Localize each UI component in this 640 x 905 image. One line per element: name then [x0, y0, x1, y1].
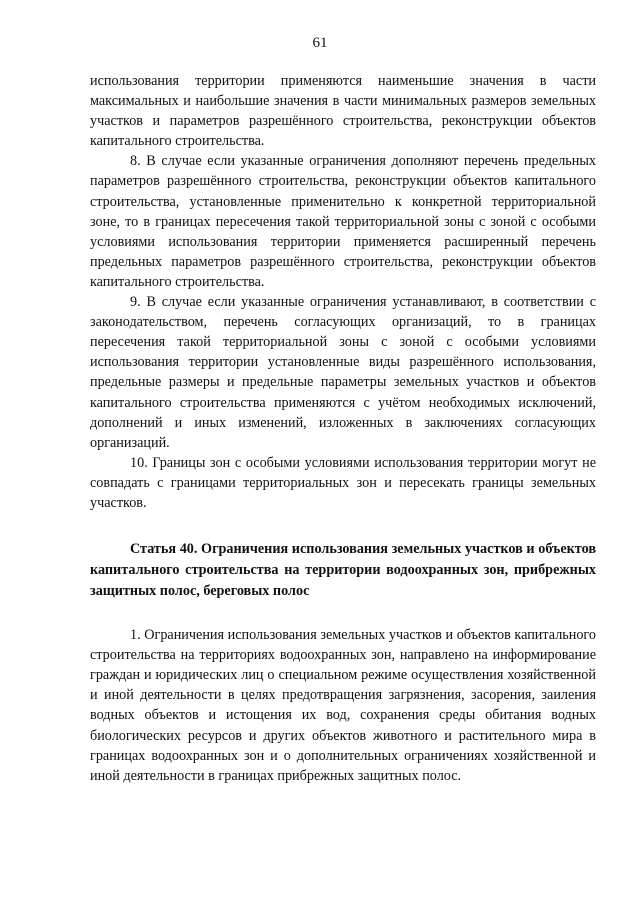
paragraph-item-1: 1. Ограничения использования земельных участков и объектов капитального строительства на территориях водоохранных зон, направлено на информирование граждан и юридических лиц о специальном режиме осуществления хозяйственной и иной деятельности в целях предотвращения загрязнения, засорения, заиления водных объектов и истощения их вод, сохранения среды обитания водных биологических ресурсов и других объектов животного и растительного мира в границах водоохранных зон и о дополнительных ограничениях хозяйственной и иной деятельности в границах прибрежных защитных полос.	[90, 627, 596, 784]
paragraph-item-9: 9. В случае если указанные ограничения устанавливают, в соответствии с законодательством, перечень согласующих организаций, то в границах пересечения такой территориальной зоны с зоной с особыми условиями использования территории установленные виды разрешённого использования, предельные размеры и предельные параметры земельных участков и объектов капитального строительства применяются с учётом необходимых исключений, дополнений и иных изменений, изложенных в заключениях согласующих организаций.	[90, 294, 596, 451]
paragraph-continuation: использования территории применяются наименьшие значения в части максимальных и наибольшие значения в части минимальных размеров земельных участков и параметров разрешённого строительства, реконструкции объектов капитального строительства.	[90, 73, 596, 150]
article-heading: Статья 40. Ограничения использования земельных участков и объектов капитального строительства на территории водоохранных зон, прибрежных защитных полос, береговых полос	[90, 541, 596, 600]
document-body	[90, 71, 596, 786]
page-number: 61	[312, 35, 328, 51]
paragraph-item-8: 8. В случае если указанные ограничения дополняют перечень предельных параметров разрешённого строительства, реконструкции объектов капитального строительства, установленные применительно к конкретной территориальной зоне, то в границах пересечения такой территориальной зоны с зоной с особыми условиями использования территории применяется расширенный перечень предельных параметров разрешённого строительства, реконструкции объектов капитального строительства.	[90, 153, 596, 290]
paragraph-item-10: 10. Границы зон с особыми условиями использования территории могут не совпадать с границами территориальных зон и пересекать границы земельных участков.	[90, 454, 596, 511]
